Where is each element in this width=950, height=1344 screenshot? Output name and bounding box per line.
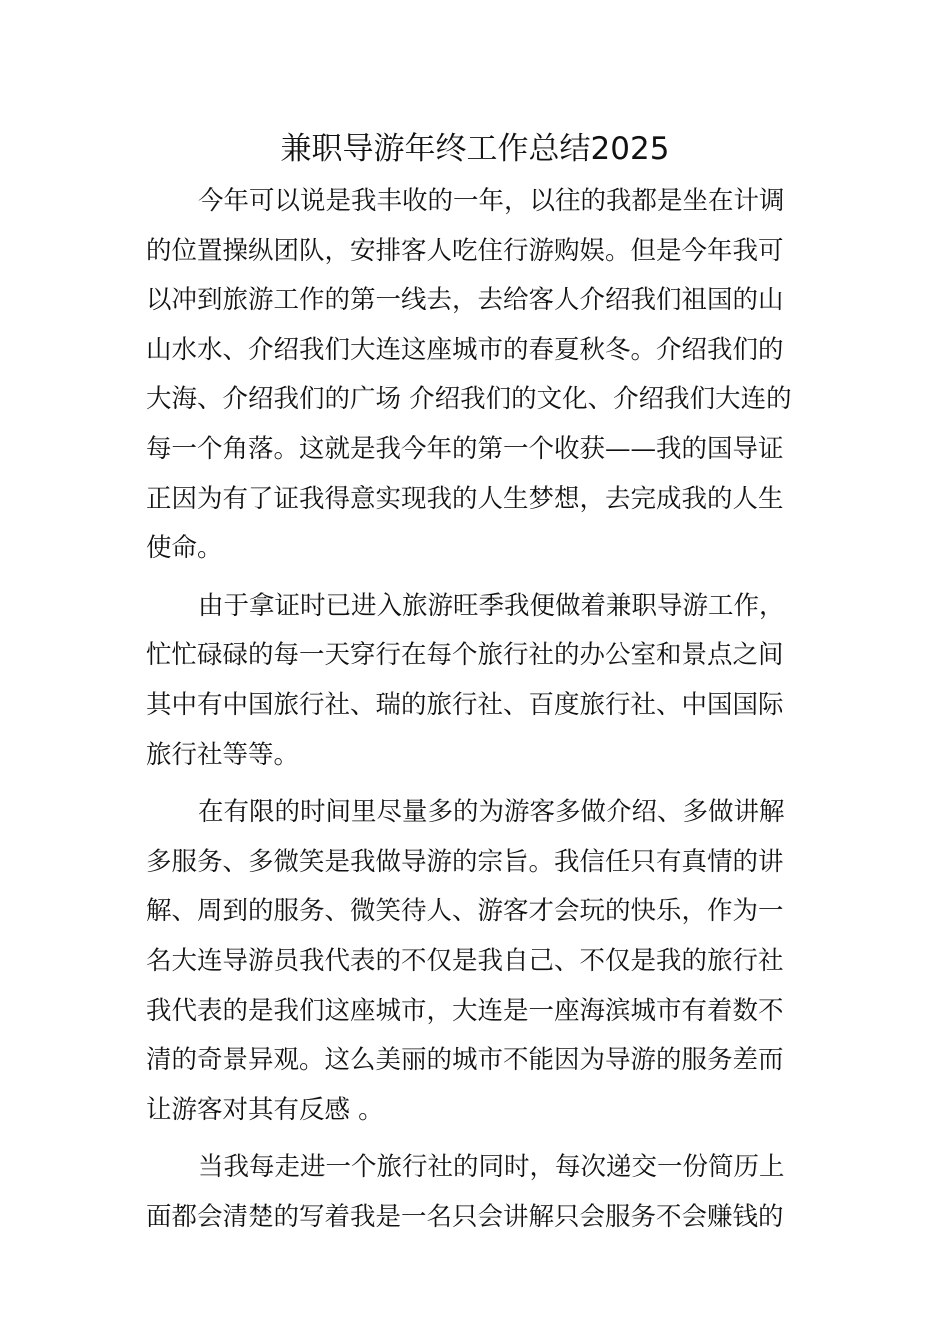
paragraph-line: 今年可以说是我丰收的一年，以往的我都是坐在计调 (198, 186, 785, 216)
paragraph-line: 以冲到旅游工作的第一线去，去给客人介绍我们祖国的山 (146, 285, 784, 316)
paragraph-line: 每一个角落。这就是我今年的第一个收获——我的国导证 (146, 433, 784, 464)
document-title: 兼职导游年终工作总结2025 (280, 131, 670, 167)
paragraph-line: 当我每走进一个旅行社的同时，每次递交一份简历上 (198, 1152, 785, 1183)
paragraph-line: 其中有中国旅行社、瑞的旅行社、百度旅行社、中国国际 (146, 689, 784, 720)
paragraph-line: 名大连导游员我代表的不仅是我自己、不仅是我的旅行社 (146, 945, 784, 976)
paragraph-spacer (146, 574, 806, 582)
paragraph-line: 旅行社等等。 (146, 739, 300, 770)
paragraph-line: 由于拿证时已进入旅游旺季我便做着兼职导游工作， (198, 590, 785, 621)
paragraph-line: 多服务、多微笑是我做导游的宗旨。我信任只有真情的讲 (146, 846, 784, 877)
paragraph-line: 山水水、介绍我们大连这座城市的春夏秋冬。介绍我们的 (146, 334, 784, 365)
paragraph-line: 在有限的时间里尽量多的为游客多做介绍、多做讲解 (198, 797, 785, 828)
paragraph-line: 让游客对其有反感 。 (146, 1094, 384, 1125)
paragraph-2 (146, 582, 806, 780)
paragraph-line: 的位置操纵团队，安排客人吃住行游购娱。但是今年我可 (146, 235, 784, 266)
paragraph-line: 解、周到的服务、微笑待人、游客才会玩的快乐，作为一 (146, 896, 784, 927)
paragraph-1 (146, 177, 806, 574)
paragraph-4 (146, 1143, 806, 1242)
paragraph-spacer (146, 780, 806, 788)
paragraph-3 (146, 788, 806, 1135)
document-body (146, 177, 806, 1242)
paragraph-line: 使命。 (146, 533, 223, 564)
paragraph-line: 我代表的是我们这座城市，大连是一座海滨城市有着数不 (146, 995, 784, 1026)
paragraph-line: 清的奇景异观。这么美丽的城市不能因为导游的服务差而 (146, 1045, 784, 1076)
paragraph-line: 正因为有了证我得意实现我的人生梦想，去完成我的人生 (146, 483, 784, 514)
paragraph-line: 面都会清楚的写着我是一名只会讲解只会服务不会赚钱的 (146, 1201, 784, 1232)
paragraph-line: 忙忙碌碌的每一天穿行在每个旅行社的办公室和景点之间 (146, 640, 784, 671)
paragraph-spacer (146, 1135, 806, 1143)
paragraph-line: 大海、介绍我们的广场 介绍我们的文化、介绍我们大连的 (146, 384, 792, 415)
